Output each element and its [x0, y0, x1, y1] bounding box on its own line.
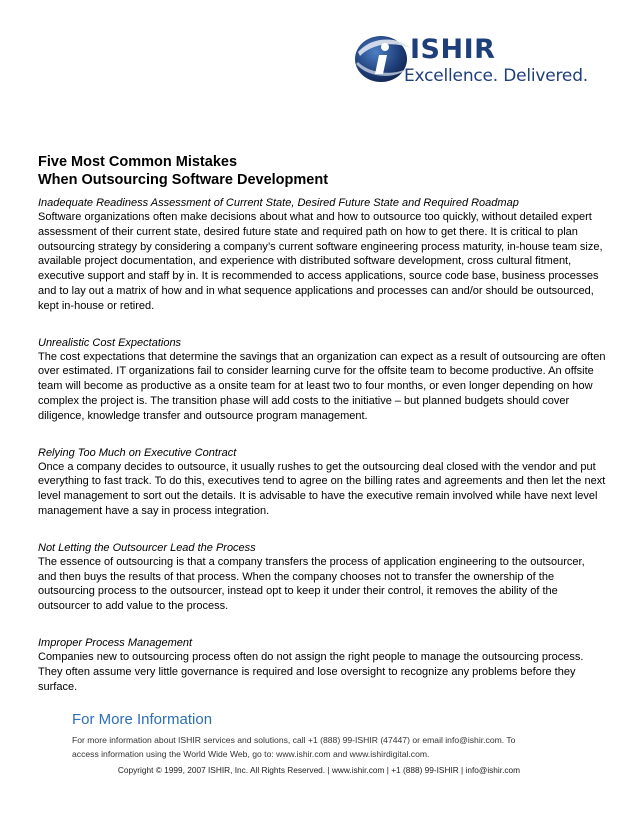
more-info-line-1: For more information about ISHIR services and solutions, call +1 (888) 99-ISHIR (47447) or email info@ishir.com. To	[72, 735, 516, 745]
section-body: Once a company decides to outsource, it usually rushes to get the outsourcing deal closed with the vendor and put everything to fast track. To do this, executives tend to agree on the billing rates and agreements and then let the next level management to sort out the details. It is advisable to have the executive remain involved while have next level management have a say in process integration.	[38, 460, 606, 517]
page-footer: Copyright © 1999, 2007 ISHIR, Inc. All Rights Reserved. | www.ishir.com | +1 (888) 99-ISHIR | info@ishir.com	[117, 765, 521, 775]
brand-tagline: Excellence. Delivered.	[404, 66, 588, 86]
section-outsourcer-lead	[38, 541, 606, 614]
document-title-line-1: Five Most Common Mistakes	[38, 154, 238, 170]
ishir-logo	[352, 28, 592, 90]
section-heading: Unrealistic Cost Expectations	[38, 336, 182, 349]
more-info-line-2: access information using the World Wide Web, go to: www.ishir.com and www.ishirdigital.com.	[72, 749, 430, 759]
section-heading: Not Letting the Outsourcer Lead the Process	[38, 541, 256, 554]
ishir-logo-icon	[352, 28, 412, 88]
section-heading: Improper Process Management	[38, 636, 193, 649]
document-title-line-2: When Outsourcing Software Development	[38, 172, 329, 188]
document-content	[38, 153, 606, 694]
section-process-management	[38, 636, 606, 694]
section-executive-contract	[38, 446, 606, 519]
section-body: Software organizations often make decisions about what and how to outsource too quickly, without detailed expert assessment of their current state, desired future state and required path on how to get there. It is critical to plan outsourcing strategy by considering a company’s current software engineering process maturity, in-house team size, available project documentation, and experience with distributed software development, cross cultural fitment, executive support and staff by in. It is recommended to access applications, source code base, business processes and to lay out a matrix of how and in what sequence applications and processes can and/or should be outsourced, kept in-house or retired.	[38, 211, 603, 312]
brand-name: ISHIR	[410, 34, 496, 65]
document-title	[38, 153, 606, 189]
more-info-heading: For More Information	[72, 711, 213, 728]
more-info-text	[72, 733, 612, 761]
section-body: The essence of outsourcing is that a company transfers the process of application engineering to the outsourcer, and then buys the results of that process. When the company chooses not to transfer the ownership of the outsourcing process to the outsourcer, instead opt to keep it under their control, it removes the ability of the outsourcer to add value to the process.	[38, 555, 585, 613]
section-cost-expectations	[38, 336, 606, 424]
section-body: Companies new to outsourcing process often do not assign the right people to manage the outsourcing process. They often assume very little governance is required and lose oversight to recognize any problems before they surface.	[38, 650, 584, 693]
section-heading: Inadequate Readiness Assessment of Current State, Desired Future State and Required Roadmap	[38, 197, 519, 209]
section-body: The cost expectations that determine the savings that an organization can expect as a result of outsourcing are often over estimated. IT organizations fail to consider learning curve for the offsite team to become productive. An offsite team will become as productive as a onsite team for at least two to four months, or even longer depending on how complex the project is. The transition phase will add costs to the initiative – but planned budgets should cover diligence, knowledge transfer and outsource program management.	[38, 350, 606, 422]
section-heading: Relying Too Much on Executive Contract	[38, 446, 237, 459]
more-information-block	[72, 711, 612, 761]
section-readiness-assessment	[38, 196, 606, 314]
